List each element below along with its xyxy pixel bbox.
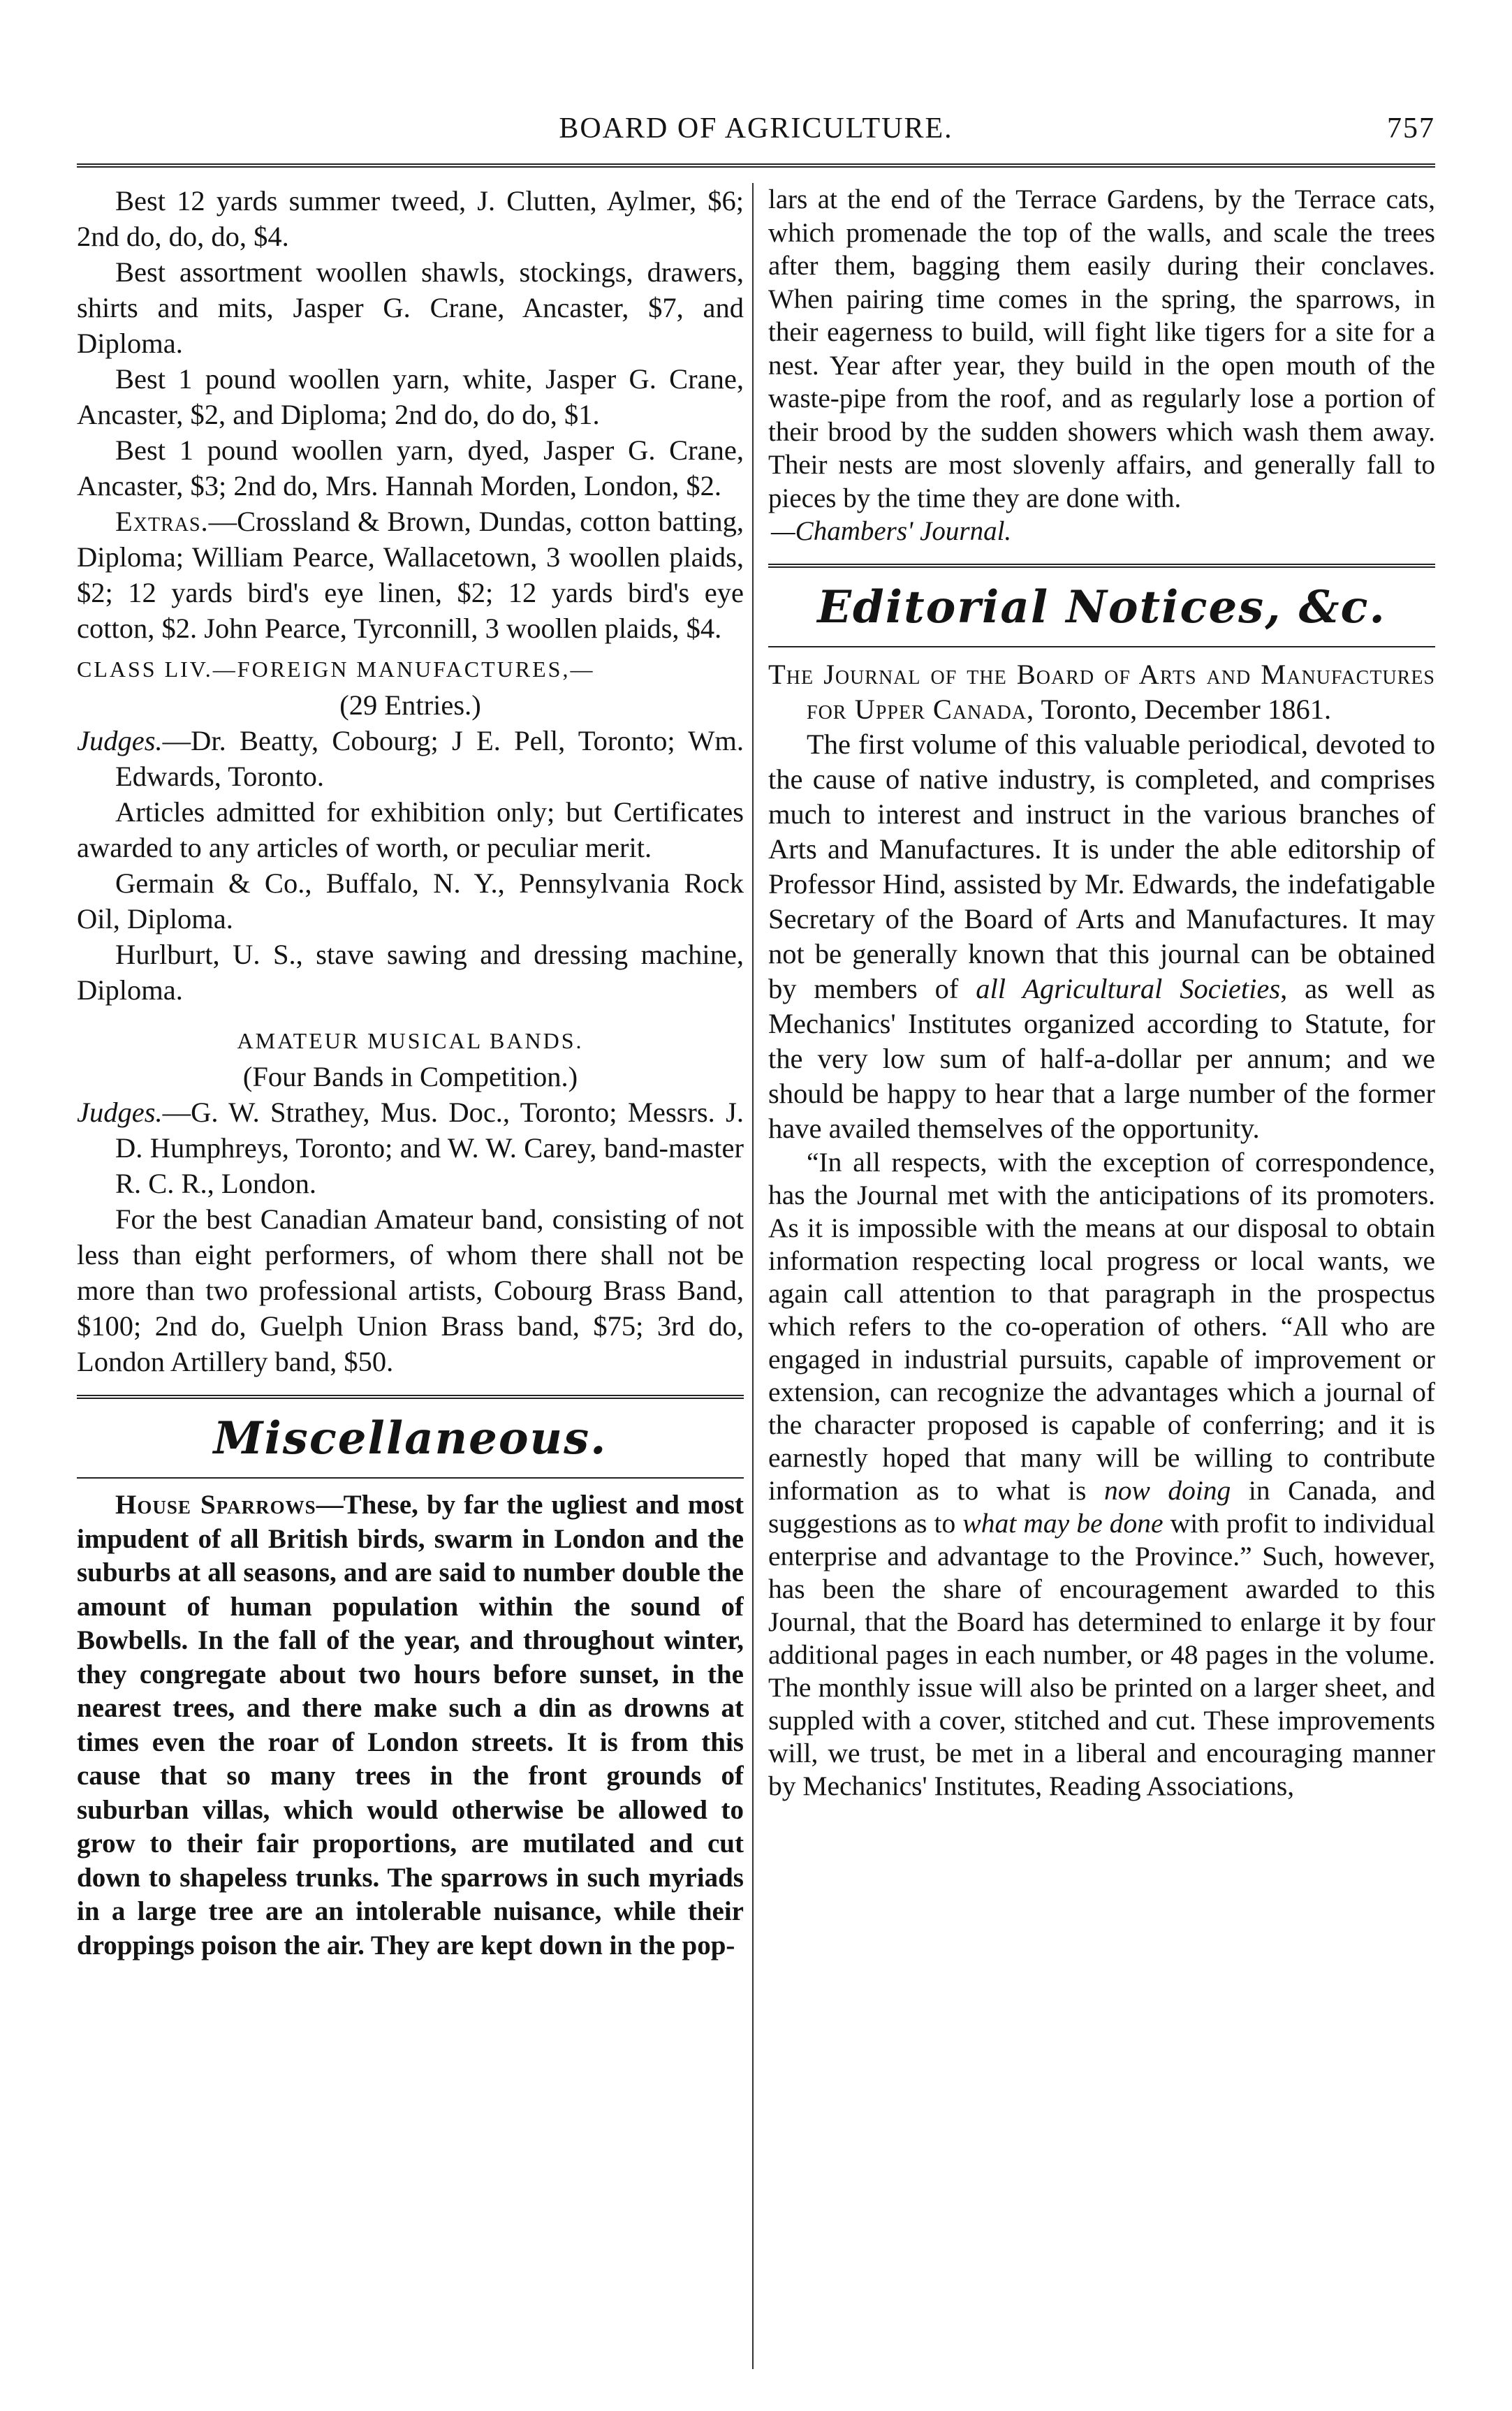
section-rule: [768, 564, 1435, 568]
class-liv-heading: CLASS LIV.—FOREIGN MANUFACTURES,—: [77, 657, 595, 682]
sparrows-paragraph: [77, 1488, 744, 1963]
judges-label: Judges.: [77, 725, 163, 756]
amateur-bands-judges: [77, 1094, 744, 1201]
text-run: , as well as Mechanics' Institutes organized according to Statute, for the very low sum of half-a-dollar per annum; and we should be happy to hear that a large number of the former have availed themselves of the opportunity.: [768, 972, 1435, 1144]
text-run-italic: all Agricultural Societies: [976, 972, 1281, 1004]
page-number: 757: [1387, 112, 1435, 145]
journal-place: Toronto, December 1861.: [1034, 693, 1332, 725]
editorial-notices-heading: Editorial Notices, &c.: [817, 580, 1386, 633]
journal-title: The Journal of the Board of Arts and Manufactures for Upper Canada,: [768, 658, 1435, 725]
class-liv-paragraph: Germain & Co., Buffalo, N. Y., Pennsylvania Rock Oil, Diploma.: [77, 867, 744, 935]
running-title: BOARD OF AGRICULTURE.: [559, 112, 953, 145]
text-run: in Canada, and suggestions as to: [768, 1474, 1435, 1539]
prize-entry-dyed-yarn: Best 1 pound woollen yarn, dyed, Jasper G. Crane, Ancaster, $3; 2nd do, Mrs. Hannah Morden, London, $2.: [77, 434, 744, 501]
text-run: The first volume of this valuable periodical, devoted to the cause of native industry, is completed, and comprises much to interest and instruct in the various branches of Arts and Manufactures. It is under the able editorship of Professor Hind, assisted by Mr. Edwards, the indefatigable Secretary of the Board of Arts and Manufactures. It may not be generally known that this journal can be obtained by members of: [768, 728, 1435, 1004]
section-rule: [768, 646, 1435, 647]
miscellaneous-heading: Miscellaneous.: [213, 1412, 608, 1465]
sparrows-lead: House Sparrows: [115, 1490, 316, 1520]
class-liv-entries: (29 Entries.): [339, 689, 481, 721]
judges-label: Judges.: [77, 1097, 163, 1128]
column-divider: [752, 183, 754, 2369]
header-rule: [77, 163, 1435, 168]
sparrows-continued-text: lars at the end of the Terrace Gardens, by the Terrace cats, which promenade the top of the walls, and scale the trees after them, bagging them easily during their conclaves. When pairing time comes in the spring, the sparrows, in their eagerness to build, will fight like tigers for a site for a nest. Year after year, they build in the open mouth of the waste-pipe from the roof, and as regularly lose a portion of their brood by the sudden showers which wash them away. Their nests are most slovenly affairs, and generally fall to pieces by the time they are done with.: [768, 184, 1435, 513]
class-liv-paragraph: Articles admitted for exhibition only; but Certificates awarded to any articles of worth, or peculiar merit.: [77, 796, 744, 863]
editorial-quote-paragraph: [768, 1146, 1435, 1803]
editorial-article: [768, 657, 1435, 1146]
amateur-bands-subheading: (Four Bands in Competition.): [242, 1061, 578, 1092]
sparrows-article: [77, 1488, 744, 1963]
editorial-paragraph: [768, 727, 1435, 1146]
sparrows-text: —These, by far the ugliest and most impudent of all British birds, swarm in London and the suburbs at all seasons, and are said to number double the amount of human population within the sound of Bowbells. In the fall of the year, and throughout winter, they congregate about two hours before sunset, in the nearest trees, and there make such a din as drowns at times even the roar of London streets. It is from this cause that so many trees in the front grounds of suburban villas, which would otherwise be allowed to grow to their fair proportions, are mutilated and cut down to shapeless trunks. The sparrows in such myriads in a large tree are an intolerable nuisance, while their droppings poison the air. They are kept down in the pop-: [77, 1490, 744, 1961]
text-run-italic: what may be done: [962, 1507, 1164, 1539]
judges-names: —G. W. Strathey, Mus. Doc., Toronto; Messrs. J. D. Humphreys, Toronto; and W. W. Carey, band-master R. C. R., London.: [115, 1097, 744, 1199]
journal-title-line: [768, 657, 1435, 727]
section-rule: [77, 1477, 744, 1479]
right-column: [768, 183, 1435, 2369]
prize-entry-shawls: Best assortment woollen shawls, stockings, drawers, shirts and mits, Jasper G. Crane, Ancaster, $7, and Diploma.: [77, 256, 744, 359]
class-liv-paragraph: Hurlburt, U. S., stave sawing and dressing machine, Diploma.: [77, 939, 744, 1006]
extras-label: Extras.: [115, 506, 209, 537]
amateur-bands-paragraph: For the best Canadian Amateur band, consisting of not less than eight performers, of whom there shall not be more than two professional artists, Cobourg Brass Band, $100; 2nd do, Guelph Union Brass band, $75; 3rd do, London Artillery band, $50.: [77, 1203, 744, 1377]
text-run: with profit to individual enterprise and advantage to the Province.” Such, however, has been the share of encouragement awarded to this Journal, that the Board has determined to enlarge it by four additional pages in each number, or 48 pages in the volume. The monthly issue will also be printed on a larger sheet, and suppled with a cover, stitched and cut. These improvements will, we trust, be met in a liberal and encouraging manner by Mechanics' Institutes, Reading Associations,: [768, 1507, 1435, 1801]
extras-paragraph: [77, 504, 744, 646]
sparrows-source: —Chambers' Journal.: [771, 516, 1012, 546]
editorial-quote: [768, 1146, 1435, 1803]
prize-entry-tweed: Best 12 yards summer tweed, J. Clutten, Aylmer, $6; 2nd do, do, do, $4.: [77, 185, 744, 252]
extras-text: —Crossland & Brown, Dundas, cotton batting, Diploma; William Pearce, Wallacetown, 3 woollen plaids, $2; 12 yards bird's eye linen, $2; 12 yards bird's eye cotton, $2. John Pearce, Tyrconnill, 3 woollen plaids, $4.: [77, 506, 744, 644]
judges-names: —Dr. Beatty, Cobourg; J E. Pell, Toronto; Wm. Edwards, Toronto.: [115, 725, 744, 792]
section-rule: [77, 1395, 744, 1399]
amateur-bands-heading: AMATEUR MUSICAL BANDS.: [237, 1028, 584, 1053]
sparrows-continued: [768, 183, 1435, 548]
class-liv-judges: [77, 723, 744, 794]
text-run: “In all respects, with the exception of correspondence, has the Journal met with the anticipations of its promoters. As it is impossible with the means at our disposal to obtain information respecting local progress or local wants, we again call attention to that paragraph in the prospectus which refers to the co-operation of others. “All who are engaged in industrial pursuits, capable of improvement or extension, can recognize the advantages which a journal of the character proposed is capable of conferring; and it is earnestly hoped that many will be willing to contribute information as to what is: [768, 1146, 1435, 1506]
text-run-italic: now doing: [1103, 1474, 1231, 1506]
running-head: [77, 112, 1435, 161]
left-column: [77, 183, 744, 2369]
prize-entry-white-yarn: Best 1 pound woollen yarn, white, Jasper G. Crane, Ancaster, $2, and Diploma; 2nd do, do do, $1.: [77, 363, 744, 430]
